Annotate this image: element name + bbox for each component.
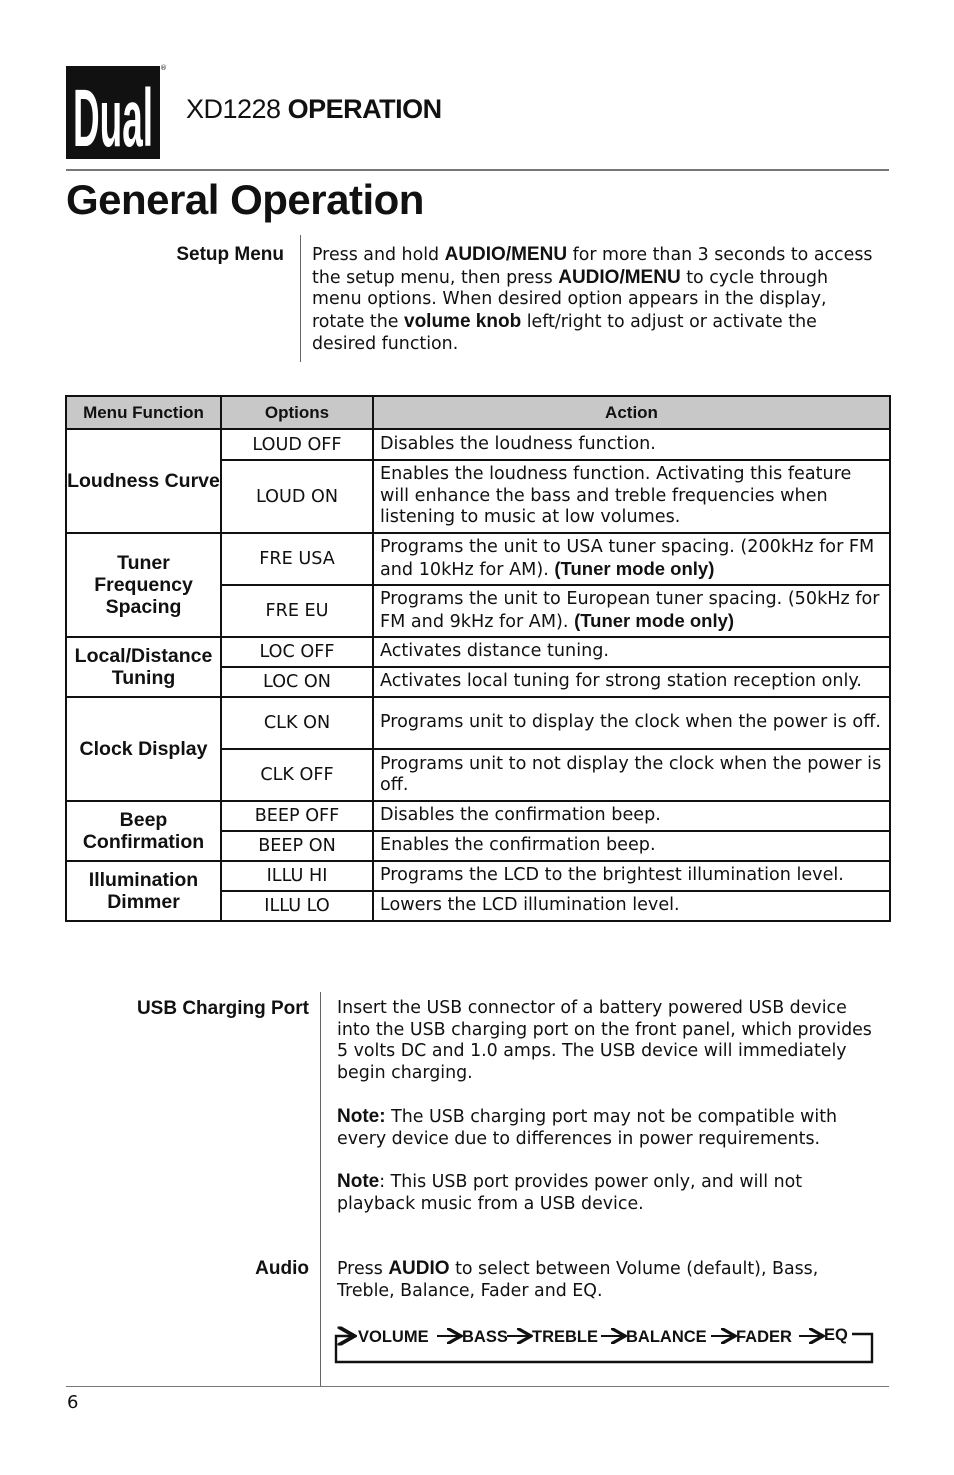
- option-cell: LOUD ON: [221, 460, 373, 533]
- table-row: [66, 429, 890, 460]
- usb-charging-port-label: USB Charging Port: [136, 998, 309, 1019]
- action-cell: Activates distance tuning.: [373, 637, 890, 667]
- action-cell: Disables the confirmation beep.: [373, 801, 890, 831]
- flow-step-volume: VOLUME: [358, 1328, 429, 1346]
- action-cell: Disables the loudness function.: [373, 429, 890, 460]
- option-cell: FRE EU: [221, 585, 373, 637]
- audio-description: Press AUDIO to select between Volume (default), Bass, Treble, Balance, Fader and EQ.: [337, 1258, 819, 1301]
- dual-logo: [66, 66, 160, 159]
- note-label: Note:: [337, 1106, 386, 1127]
- function-illumination-dimmer: Illumination Dimmer: [66, 861, 221, 921]
- table-row: [66, 861, 890, 891]
- usb-audio-divider: [320, 992, 321, 1387]
- action-cell: Programs unit to display the clock when the power is off.: [373, 697, 890, 749]
- section-name: OPERATION: [287, 94, 442, 124]
- usb-note-power-only: Note: This USB port provides power only, and will not playback music from a USB device.: [337, 1171, 803, 1214]
- option-cell: BEEP ON: [221, 831, 373, 861]
- function-beep-confirmation: Beep Confirmation: [66, 801, 221, 861]
- flow-step-bass: BASS: [462, 1328, 508, 1346]
- option-cell: CLK ON: [221, 697, 373, 749]
- header-action: Action: [373, 396, 890, 429]
- audio-cycle-diagram: [334, 1324, 874, 1364]
- action-cell: Enables the loudness function. Activating this feature will enhance the bass and treble frequencies when listening to music at low volumes.: [373, 460, 890, 533]
- footer-divider: [66, 1386, 889, 1387]
- usb-note-compatibility: Note: The USB charging port may not be compatible with every device due to differences in power requirements.: [337, 1106, 838, 1149]
- dual-logo-mark: [66, 66, 160, 159]
- function-loudness-curve: Loudness Curve: [66, 429, 221, 533]
- option-cell: BEEP OFF: [221, 801, 373, 831]
- table-row: [66, 533, 890, 585]
- setup-menu-divider: [300, 235, 301, 362]
- header-options: Options: [221, 396, 373, 429]
- flow-step-fader: FADER: [736, 1328, 792, 1346]
- usb-description: Insert the USB connector of a battery powered USB device into the USB charging port on the front panel, which provides 5 volts DC and 1.0 amps. The USB device will immediately begin charging.: [337, 998, 872, 1084]
- product-heading: [186, 94, 442, 125]
- registered-mark: ®: [160, 64, 167, 72]
- action-cell: Lowers the LCD illumination level.: [373, 891, 890, 921]
- setup-menu-label: Setup Menu: [176, 244, 284, 265]
- note-label: Note: [337, 1171, 380, 1192]
- option-cell: LOC OFF: [221, 637, 373, 667]
- page-title: General Operation: [66, 176, 424, 223]
- option-cell: LOC ON: [221, 667, 373, 697]
- logo-text: Dual: [73, 73, 153, 159]
- flow-step-treble: TREBLE: [532, 1328, 598, 1346]
- table-row: [66, 801, 890, 831]
- menu-function-table: [65, 395, 891, 922]
- table-row: [66, 697, 890, 749]
- table-row: [66, 637, 890, 667]
- flow-step-balance: BALANCE: [626, 1328, 707, 1346]
- setup-menu-description: Press and hold AUDIO/MENU for more than 3 seconds to access the setup menu, then press AUDIO/MENU to cycle through menu options. When desired option appears in the display, rotate the volume knob left/right to adjust or activate the desired function.: [312, 244, 873, 354]
- function-local-distance-tuning: Local/Distance Tuning: [66, 637, 221, 697]
- option-cell: ILLU HI: [221, 861, 373, 891]
- header-divider: [66, 169, 889, 171]
- model-number: XD1228: [186, 94, 281, 124]
- header-menu-function: Menu Function: [66, 396, 221, 429]
- action-cell: Programs the unit to USA tuner spacing. (200kHz for FM and 10kHz for AM). (Tuner mode only): [373, 533, 890, 585]
- action-cell: Activates local tuning for strong station reception only.: [373, 667, 890, 697]
- flow-step-eq: EQ: [824, 1326, 848, 1344]
- option-cell: LOUD OFF: [221, 429, 373, 460]
- action-cell: Enables the confirmation beep.: [373, 831, 890, 861]
- function-clock-display: Clock Display: [66, 697, 221, 801]
- action-cell: Programs the unit to European tuner spacing. (50kHz for FM and 9kHz for AM). (Tuner mode only): [373, 585, 890, 637]
- option-cell: ILLU LO: [221, 891, 373, 921]
- action-cell: Programs unit to not display the clock when the power is off.: [373, 749, 890, 801]
- table-header-row: [66, 396, 890, 429]
- page-number: 6: [67, 1392, 79, 1413]
- action-cell: Programs the LCD to the brightest illumination level.: [373, 861, 890, 891]
- audio-label: Audio: [255, 1258, 309, 1279]
- option-cell: CLK OFF: [221, 749, 373, 801]
- option-cell: FRE USA: [221, 533, 373, 585]
- function-tuner-frequency-spacing: Tuner Frequency Spacing: [66, 533, 221, 637]
